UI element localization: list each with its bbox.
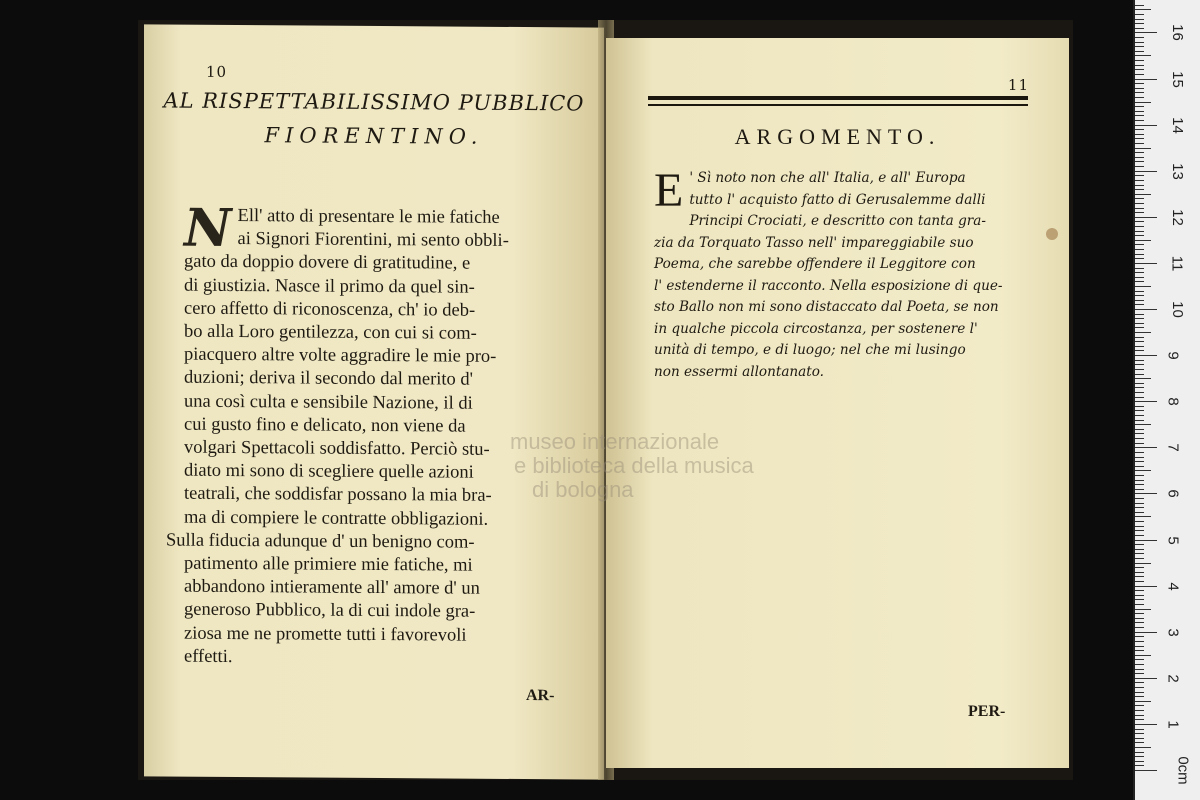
ruler-tick — [1135, 526, 1144, 527]
ruler-tick — [1135, 208, 1144, 209]
ruler-tick — [1135, 32, 1157, 33]
text-line: ziosa me ne promette tutti i favorevoli — [184, 623, 467, 646]
ruler-tick — [1135, 595, 1144, 596]
ruler-tick — [1135, 627, 1144, 628]
text-line: Poema, che sarebbe offendere il Leggitore con — [654, 256, 976, 272]
ruler-tick — [1135, 244, 1144, 245]
ruler-tick — [1135, 23, 1144, 24]
ruler-tick — [1135, 374, 1144, 375]
measurement-ruler — [1133, 0, 1200, 800]
ruler-tick — [1135, 530, 1144, 531]
ruler-tick — [1135, 447, 1157, 448]
text-line: teatrali, che soddisfar possano la mia bra- — [184, 484, 492, 507]
ruler-tick — [1135, 263, 1157, 264]
right-page — [606, 38, 1069, 768]
ruler-tick — [1135, 710, 1144, 711]
ruler-tick — [1135, 327, 1144, 328]
text-line: Ell' atto di presentare le mie fatiche — [237, 206, 500, 228]
text-line: gato da doppio dovere di gratitudine, e — [184, 252, 471, 275]
ruler-tick — [1135, 235, 1144, 236]
ruler-label: 14 — [1168, 116, 1186, 134]
ruler-tick — [1135, 198, 1144, 199]
ruler-label: 3 — [1164, 628, 1182, 637]
ruler-tick — [1135, 314, 1144, 315]
text-line: cero affetto di riconoscenza, ch' io deb- — [184, 298, 476, 321]
ruler-label: 2 — [1164, 674, 1182, 683]
ruler-tick — [1135, 83, 1144, 84]
ruler-tick — [1135, 696, 1144, 697]
ruler-tick — [1135, 42, 1144, 43]
catchword-right: PER- — [968, 703, 1006, 720]
ruler-tick — [1135, 590, 1144, 591]
ruler-tick — [1135, 397, 1144, 398]
ruler-tick — [1135, 406, 1144, 407]
text-line: abbandono intieramente all' amore d' un — [184, 576, 480, 599]
ruler-tick — [1135, 258, 1144, 259]
ruler-tick — [1135, 55, 1151, 56]
ruler-tick — [1135, 480, 1144, 481]
text-line: duzioni; deriva il secondo dal merito d' — [184, 368, 473, 391]
ruler-tick — [1135, 79, 1157, 80]
ruler-label: 1 — [1164, 720, 1182, 729]
ruler-tick — [1135, 687, 1144, 688]
ruler-tick — [1135, 507, 1144, 508]
ruler-tick — [1135, 646, 1144, 647]
ruler-tick — [1135, 673, 1144, 674]
ruler-tick — [1135, 618, 1144, 619]
ruler-label: 8 — [1164, 397, 1182, 406]
ruler-tick — [1135, 120, 1144, 121]
ruler-tick — [1135, 291, 1144, 292]
ruler-tick — [1135, 701, 1151, 702]
ruler-tick — [1135, 341, 1144, 342]
ruler-tick — [1135, 97, 1144, 98]
ruler-tick — [1135, 429, 1144, 430]
ruler-tick — [1135, 240, 1151, 241]
ruler-tick — [1135, 692, 1144, 693]
ruler-tick — [1135, 189, 1144, 190]
ruler-tick — [1135, 9, 1151, 10]
ruler-tick — [1135, 217, 1157, 218]
ruler-tick — [1135, 69, 1144, 70]
ruler-tick — [1135, 51, 1144, 52]
ruler-tick — [1135, 268, 1144, 269]
ruler-tick — [1135, 143, 1144, 144]
ruler-tick — [1135, 586, 1157, 587]
ruler-tick — [1135, 420, 1144, 421]
ruler-tick — [1135, 304, 1144, 305]
ruler-tick — [1135, 733, 1144, 734]
ruler-tick — [1135, 65, 1144, 66]
ruler-tick — [1135, 37, 1144, 38]
ruler-tick — [1135, 682, 1144, 683]
ruler-tick — [1135, 756, 1144, 757]
ruler-tick — [1135, 558, 1144, 559]
ruler-label: 4 — [1164, 581, 1182, 591]
ruler-tick — [1135, 443, 1144, 444]
ruler-tick — [1135, 281, 1144, 282]
watermark-line: museo internazionale — [510, 429, 720, 454]
left-page — [144, 24, 604, 779]
ruler-tick — [1135, 309, 1157, 310]
ruler-tick — [1135, 747, 1151, 748]
ruler-tick — [1135, 171, 1157, 172]
ruler-tick — [1135, 493, 1157, 494]
ruler-tick — [1135, 5, 1144, 6]
ruler-tick — [1135, 28, 1144, 29]
ruler-tick — [1135, 461, 1144, 462]
ruler-tick — [1135, 231, 1144, 232]
ruler-tick — [1135, 254, 1144, 255]
ruler-tick — [1135, 152, 1144, 153]
ruler-tick — [1135, 535, 1144, 536]
text-line: in qualche piccola circostanza, per sostenere l' — [654, 320, 978, 337]
ruler-tick — [1135, 719, 1144, 720]
ruler-tick — [1135, 512, 1144, 513]
ink-stain — [1046, 228, 1058, 240]
ruler-tick — [1135, 563, 1151, 564]
ruler-tick — [1135, 364, 1144, 365]
ruler-tick — [1135, 92, 1144, 93]
ruler-tick — [1135, 489, 1144, 490]
ruler-tick — [1135, 221, 1144, 222]
ruler-tick — [1135, 572, 1144, 573]
page-number-left: 10 — [206, 62, 228, 81]
ruler-tick — [1135, 424, 1151, 425]
ruler-label: 12 — [1168, 208, 1186, 226]
ruler-tick — [1135, 323, 1144, 324]
text-line: una così culta e sensibile Nazione, il di — [184, 391, 473, 414]
ruler-label: 7 — [1164, 443, 1182, 452]
ruler-tick — [1135, 148, 1151, 149]
argomento-title: ARGOMENTO. — [734, 124, 941, 149]
text-line: bo alla Loro gentilezza, con cui si com- — [184, 321, 477, 344]
text-line: diato mi sono di scegliere quelle azioni — [184, 460, 474, 483]
text-line: zia da Torquato Tasso nell' impareggiabile suo — [654, 234, 974, 251]
ruler-tick — [1135, 549, 1144, 550]
ruler-tick — [1135, 272, 1144, 273]
text-line: generoso Pubblico, la di cui indole gra- — [184, 600, 476, 623]
ruler-tick — [1135, 125, 1157, 126]
ruler-tick — [1135, 185, 1144, 186]
ruler-tick — [1135, 650, 1144, 651]
ruler-tick — [1135, 604, 1144, 605]
ruler-tick — [1135, 410, 1144, 411]
ruler-tick — [1135, 452, 1144, 453]
text-line: cui gusto fino e delicato, non viene da — [184, 414, 466, 437]
ruler-tick — [1135, 544, 1144, 545]
ruler-tick — [1135, 632, 1157, 633]
dedication-text — [166, 197, 569, 672]
ruler-tick — [1135, 715, 1144, 716]
ruler-tick — [1135, 346, 1144, 347]
text-line: piacquero altre volte aggradire le mie pro- — [184, 344, 497, 368]
ruler-tick — [1135, 516, 1151, 517]
ruler-tick — [1135, 433, 1144, 434]
ruler-tick — [1135, 655, 1151, 656]
ruler-tick — [1135, 659, 1144, 660]
ruler-label: 11 — [1168, 255, 1186, 272]
text-line: di giustizia. Nasce il primo da quel sin- — [184, 275, 475, 298]
ruler-tick — [1135, 613, 1144, 614]
ruler-tick — [1135, 14, 1144, 15]
ruler-tick — [1135, 761, 1144, 762]
ruler-tick — [1135, 540, 1157, 541]
ruler-tick — [1135, 415, 1144, 416]
ruler-tick — [1135, 332, 1151, 333]
ruler-tick — [1135, 166, 1144, 167]
ruler-tick — [1135, 457, 1144, 458]
watermark-line: di bologna — [532, 477, 634, 502]
ruler-tick — [1135, 387, 1144, 388]
ruler-tick — [1135, 286, 1151, 287]
dedication-title-line1: AL RISPETTABILISSIMO PUBBLICO — [163, 88, 585, 116]
ruler-tick — [1135, 765, 1144, 766]
argomento-text — [654, 164, 1039, 383]
drop-cap-e: E — [654, 164, 684, 217]
ruler-tick — [1135, 641, 1144, 642]
ruler-label: 16 — [1168, 24, 1186, 42]
ruler-tick — [1135, 392, 1144, 393]
ruler-tick — [1135, 161, 1144, 162]
text-line: non essermi allontanato. — [654, 363, 825, 380]
ruler-tick — [1135, 752, 1144, 753]
ruler-tick — [1135, 129, 1144, 130]
ruler-tick — [1135, 350, 1144, 351]
ruler-tick — [1135, 74, 1144, 75]
ruler-tick — [1135, 553, 1144, 554]
ruler-tick — [1135, 300, 1144, 301]
watermark-line: e biblioteca della musica — [514, 453, 754, 478]
open-book — [138, 20, 1073, 780]
drop-cap-n: N — [184, 197, 232, 260]
ruler-label: 13 — [1168, 162, 1186, 180]
ruler-label: 9 — [1164, 351, 1182, 360]
ruler-tick — [1135, 102, 1151, 103]
ruler-tick — [1135, 470, 1151, 471]
ruler-label: 6 — [1164, 489, 1182, 499]
text-line: patimento alle primiere mie fatiche, mi — [184, 553, 473, 576]
ruler-tick — [1135, 115, 1144, 116]
header-rule — [648, 96, 1028, 100]
ruler-tick — [1135, 609, 1151, 610]
ruler-tick — [1135, 466, 1144, 467]
text-line: volgari Spettacoli soddisfatto. Perciò stu- — [184, 437, 490, 460]
text-line: tutto l' acquisto fatto di Gerusalemme dalli — [689, 191, 986, 208]
ruler-label: 5 — [1164, 535, 1182, 545]
ruler-tick — [1135, 194, 1151, 195]
text-line: sto Ballo non mi sono distaccato dal Poeta, se non — [654, 299, 999, 315]
ruler-tick — [1135, 19, 1144, 20]
ruler-tick — [1135, 567, 1144, 568]
ruler-tick — [1135, 636, 1144, 637]
text-line: l' estenderne il racconto. Nella esposizione di que- — [654, 277, 1003, 294]
dedication-title-line2: FIORENTINO. — [264, 123, 484, 149]
ruler-tick — [1135, 157, 1144, 158]
ruler-tick — [1135, 337, 1144, 338]
ruler-tick — [1135, 738, 1144, 739]
ruler-tick — [1135, 46, 1144, 47]
ruler-tick — [1135, 180, 1144, 181]
page-number-right: 11 — [1007, 76, 1029, 94]
ruler-label: 10 — [1168, 301, 1186, 318]
catchword-left: AR- — [526, 687, 555, 705]
text-line: unità di tempo, e di luogo; nel che mi lusingo — [654, 342, 966, 358]
ruler-tick — [1135, 203, 1144, 204]
text-line: Principi Crociati, e descritto con tanta gra- — [689, 213, 986, 229]
ruler-tick — [1135, 742, 1144, 743]
ruler-tick — [1135, 355, 1157, 356]
text-line: ma di compiere le contratte obbligazioni. — [184, 507, 489, 530]
ruler-tick — [1135, 581, 1144, 582]
text-line: Sulla fiducia adunque d' un benigno com- — [166, 530, 475, 553]
ruler-tick — [1135, 369, 1144, 370]
ruler-tick — [1135, 576, 1144, 577]
ruler-label: 15 — [1168, 70, 1186, 88]
ruler-tick — [1135, 106, 1144, 107]
text-line: effetti. — [184, 646, 233, 667]
ruler-label: 0cm — [1174, 756, 1192, 785]
ruler-tick — [1135, 729, 1144, 730]
ruler-tick — [1135, 277, 1144, 278]
ruler-tick — [1135, 438, 1144, 439]
ruler-tick — [1135, 664, 1144, 665]
ruler-tick — [1135, 249, 1144, 250]
ruler-tick — [1135, 498, 1144, 499]
ruler-tick — [1135, 521, 1144, 522]
ruler-tick — [1135, 60, 1144, 61]
ruler-tick — [1135, 295, 1144, 296]
ruler-tick — [1135, 138, 1144, 139]
ruler-tick — [1135, 705, 1144, 706]
ruler-tick — [1135, 318, 1144, 319]
ruler-tick — [1135, 226, 1144, 227]
ruler-tick — [1135, 134, 1144, 135]
ruler-tick — [1135, 770, 1157, 771]
ruler-tick — [1135, 111, 1144, 112]
ruler-tick — [1135, 484, 1144, 485]
ruler-tick — [1135, 599, 1144, 600]
ruler-tick — [1135, 383, 1144, 384]
ruler-tick — [1135, 360, 1144, 361]
ruler-tick — [1135, 622, 1144, 623]
ruler-tick — [1135, 475, 1144, 476]
ruler-tick — [1135, 678, 1157, 679]
ruler-tick — [1135, 378, 1151, 379]
ruler-tick — [1135, 212, 1144, 213]
ruler-tick — [1135, 401, 1157, 402]
ruler-tick — [1135, 503, 1144, 504]
ruler-tick — [1135, 175, 1144, 176]
ruler-tick — [1135, 724, 1157, 725]
text-line: ai Signori Fiorentini, mi sento obbli- — [237, 229, 509, 252]
header-rule-thin — [648, 104, 1028, 106]
ruler-tick — [1135, 669, 1144, 670]
text-line: ' Sì noto non che all' Italia, e all' Europa — [689, 170, 966, 186]
ruler-tick — [1135, 88, 1144, 89]
